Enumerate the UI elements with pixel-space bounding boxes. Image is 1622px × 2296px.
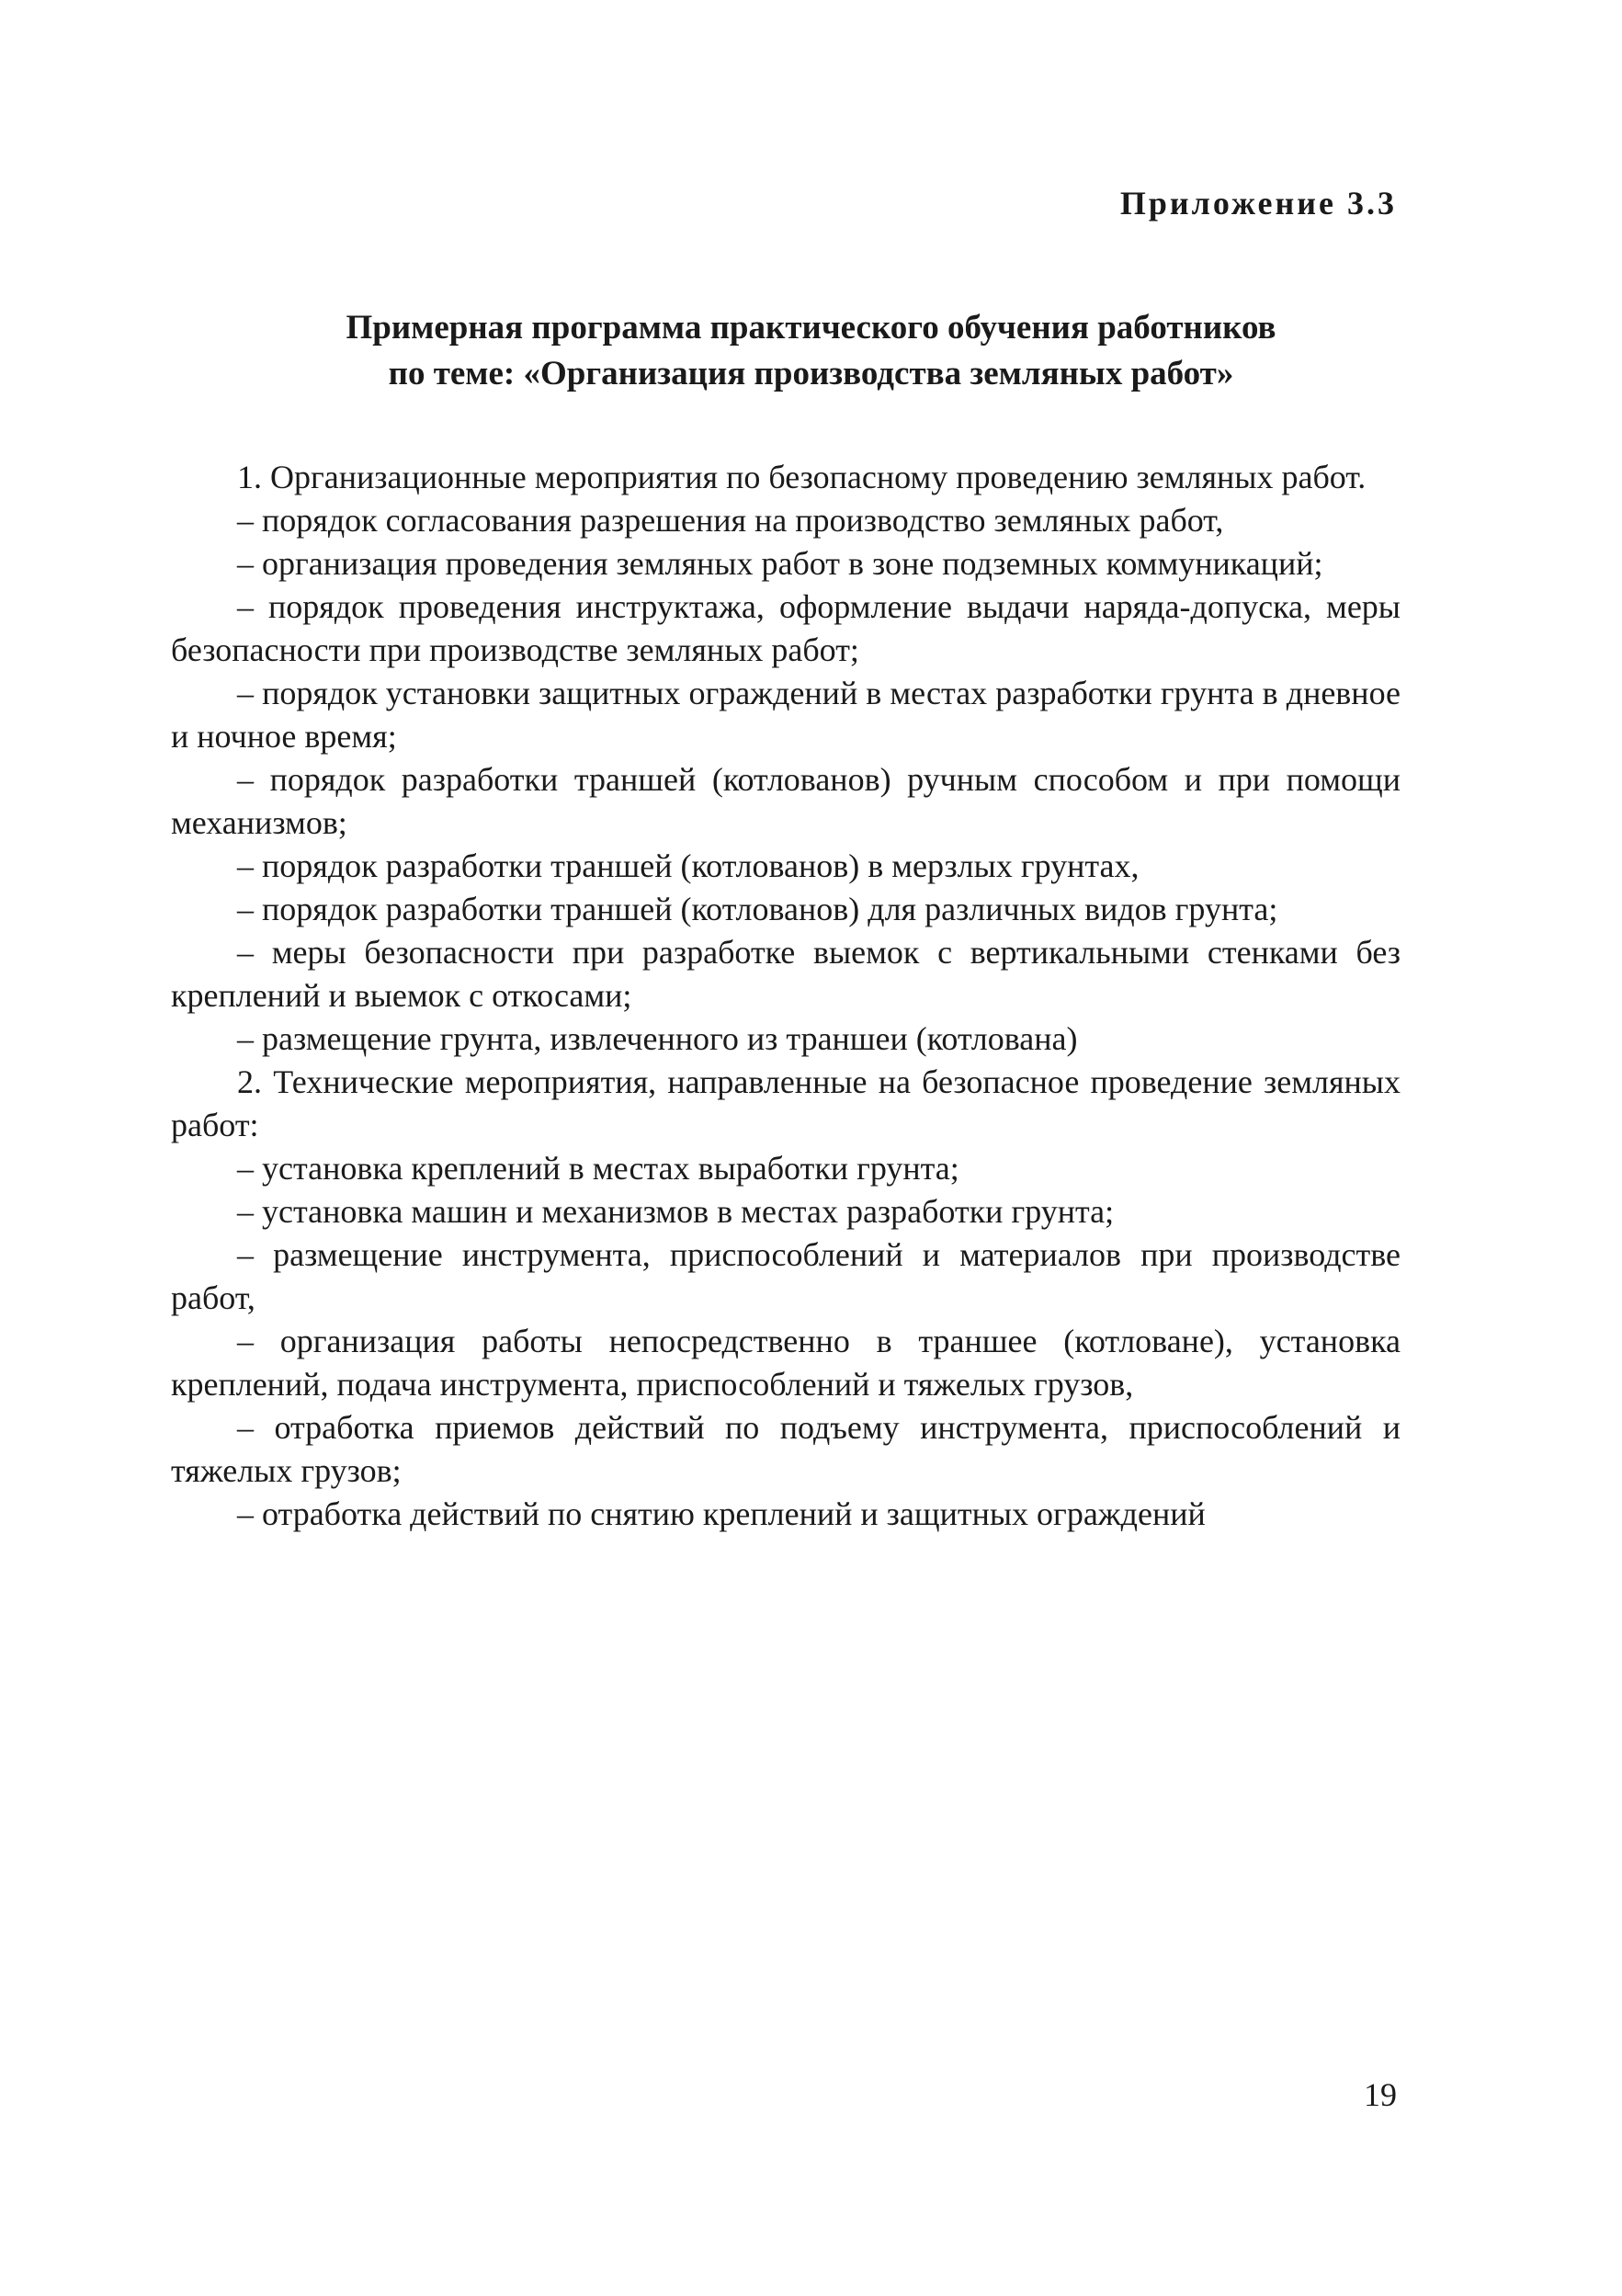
list-item: – порядок установки защитных ограждений в местах разработки грунта в дневное и ночное время;	[171, 675, 1401, 755]
list-item: – организация проведения земляных работ в зоне подземных коммуникаций;	[237, 545, 1323, 582]
list-item: – отработка действий по снятию креплений и защитных ограждений	[237, 1495, 1206, 1532]
section-item: 1. Организационные мероприятия по безопасному проведению земляных работ.	[237, 459, 1367, 495]
list-item: – меры безопасности при разработке выемок с вертикальными стенками без креплений и выемок с откосами;	[171, 934, 1401, 1014]
section-item: 2. Технические мероприятия, направленные на безопасное проведение земляных работ:	[171, 1063, 1401, 1143]
list-item: – организация работы непосредственно в траншее (котловане), установка креплений, подача инструмента, приспособлений и тяжелых грузов,	[171, 1323, 1401, 1403]
document-body	[171, 456, 1401, 1536]
list-item: – порядок разработки траншей (котлованов) для различных видов грунта;	[237, 891, 1278, 927]
title-line-2: по теме: «Организация производства земляных работ»	[388, 355, 1234, 392]
list-item: – размещение инструмента, приспособлений и материалов при производстве работ,	[171, 1236, 1401, 1316]
list-item: – размещение грунта, извлеченного из траншеи (котлована)	[237, 1020, 1078, 1057]
list-item: – порядок проведения инструктажа, оформление выдачи наряда-допуска, меры безопасности при производстве земляных работ;	[171, 588, 1401, 668]
appendix-label: Приложение 3.3	[1119, 185, 1397, 222]
title-line-1: Примерная программа практического обучения работников	[346, 309, 1276, 347]
list-item: – порядок разработки траншей (котлованов) в мерзлых грунтах,	[237, 847, 1140, 884]
document-title	[0, 305, 1622, 397]
list-item: – порядок согласования разрешения на производство земляных работ,	[237, 502, 1224, 539]
list-item: – порядок разработки траншей (котлованов) ручным способом и при помощи механизмов;	[171, 761, 1401, 841]
page-number: 19	[1364, 2076, 1397, 2113]
list-item: – установка креплений в местах выработки грунта;	[237, 1150, 959, 1187]
list-item: – отработка приемов действий по подъему инструмента, приспособлений и тяжелых грузов;	[171, 1409, 1401, 1489]
list-item: – установка машин и механизмов в местах разработки грунта;	[237, 1193, 1115, 1230]
